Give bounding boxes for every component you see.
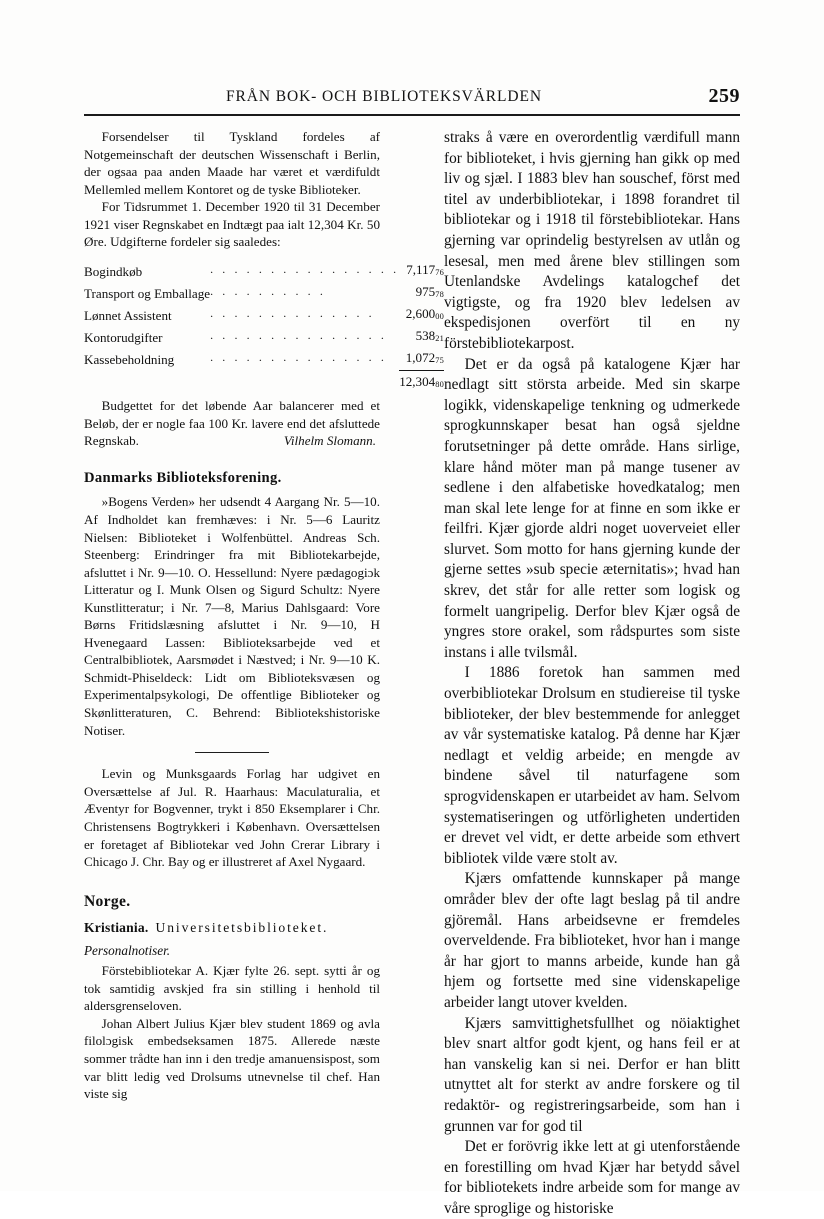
account-amount: 7,11776 [406,262,444,278]
amount-fraction: 00 [435,312,444,322]
dot-leader: . . . . . . . . . . . . . . . [210,328,387,343]
dot-leader: . . . . . . . . . . . . . . [210,306,375,321]
accounts-table [84,260,444,393]
account-label: Transport og Emballage [84,286,211,302]
accounts-table-body [84,260,444,393]
account-amount: 53821 [415,328,444,344]
header-rule [84,114,740,116]
table-row-total [84,370,444,393]
amount-fraction: 78 [435,290,444,300]
total-label [84,370,210,393]
column-left [84,128,444,1102]
paragraph-bogens-verden: »Bogens Verden» her udsendt 4 Aargang Nr. 5—10. Af Indholdet kan fremhæves: i Nr. 5—6 Lauritz Nielsen: Biblioteket i Wolfenbüttel. Andreas Sch. Steenberg: Erindringer fra mit Bibliotekarbejde, afsluttet i Nr. 9—10. O. Hessellund: Nyere pædagogiɔk Litteratur og I. Munk Olsen og Sigurd Schultz: Nyere Kunstlitteratur; i Nr. 7—8, Marius Dahlsgaard: Vore Børns Fritidslæsning afsluttet i Nr. 9—10, H Hvenegaard Lassen: Biblioteksarbejde ved et Centralbibliotek, Aarsmødet i Næstved; i Nr. 9—10 K. Schmidt-Phiseldeck: Lidt om Biblioteksvæsen og Experimentalpsykologi, De offentlige Biblioteker og Skønlitteraturen, C. Behrend: Bibliotekshistoriske Notiser. [84,494,380,738]
table-row [84,348,444,370]
signature: Vilhelm Slomann. [283,433,376,449]
paragraph-kunnskaper: Kjærs omfattende kunnskaper på mange områder blev der ofte lagt beslag på til andre gjöremål. Hans arbeidsevne er fremdeles overveldende. Fra biblioteket, hvor han i mange år har gjort to manns arbeide, kunde han gå hjem og fortsette med sine videnskapelige arbeider langt utover kvelden. [444,870,740,1011]
table-row [84,326,444,348]
heading-personalnotiser: Personalnotiser. [84,942,171,958]
paragraph-forovrig: Det er forövrig ikke lett at gi utenforstående en forestilling om hvad Kjær har betydd såvel for bibliotekets indre arbeide som for mange av våre sproglige og historiske [444,1138,740,1217]
running-head [84,85,740,112]
heading-city-kristiania [84,919,380,937]
dot-leader: . . . . . . . . . . [210,284,326,299]
text-columns [84,128,740,1217]
page-number: 259 [708,85,740,107]
table-row [84,282,444,304]
institution-name: Universitetsbiblioteket. [155,920,329,936]
section-separator-rule [195,752,269,753]
account-label: Kontorudgifter [84,330,163,346]
paragraph-levin-munksgaard: Levin og Munksgaards Forlag har udgivet en Oversættelse af Jul. R. Haarhaus: Maculaturalia, et Æventyr for Bogvenner, trykt i 850 Eksemplarer i Chr. Christensens Bogtrykkeri i København. Oversættelsen er foretaget af Bibliotekar ved John Crerar Library i Chicago J. Chr. Bay og er illustreret af Axel Nygaard. [84,766,380,870]
paragraph-forstebibliotekar: Förstebibliotekar A. Kjær fylte 26. sept. sytti år og tok samtidig avskjed fra sin stilling i henhold til aldersgrenseloven. [84,963,380,1014]
paragraph-katalogene: Det er da også på katalogene Kjær har nedlagt sitt största arbeide. Med sin skarpe logikk, videnskapelige tenkning og udmerkede sprogkunnskaper besat han også sjeldne forutsetninger på dette område. Hans sirlige, klare hånd möter man på mange tusener av sedlene i den alfabetiske hovedkatalog; men man skal lete lenge for at finne en som ikke er feilfri. Kjær gjorde aldri noget uoverveiet eller slurvet. Som motto for hans gjerning kunde der gjerne settes »sub specie æternitatis»; hvad han skrev, det står for alle retter som logisk og formelt uangripelig. Derfor blev Kjær også de yngres store orakel, som rådspurtes som siste instans i alle tvilsmål. [444,355,740,661]
paragraph-tidsrummet: For Tidsrummet 1. December 1920 til 31 December 1921 viser Regnskabet en Indtægt paa ialt 12,304 Kr. 50 Øre. Udgifterne fordeler sig saaledes: [84,199,380,250]
paragraph-forsendelser: Forsendelser til Tyskland fordeles af Notgemeinschaft der deutschen Wissenschaft i Berlin, der ogsaa paa anden Maade har været et værdifuldt Mellemled mellem Kontoret og de tyske Biblioteker. [84,129,380,197]
total-fraction: 80 [435,379,444,389]
dot-leader: . . . . . . . . . . . . . . . [210,350,387,365]
journal-title: FRÅN BOK- OCH BIBLIOTEKSVÄRLDEN [226,88,542,105]
paragraph-studiereise-1886: I 1886 foretok han sammen med overbibliotekar Drolsum en studiereise til tyske biblioteker, der blev bestemmende for anlegget av vår systematiske katalog. På denne har Kjær nedlagt et veldig arbeide; en mengde av bindene såvel til naturfagene som sprogvidenskapen er utarbeidet av ham. Selvom systematiseringen og utförligheten undertiden er drevet vel vidt, er dette arbeide som ethvert bibliotek vilde være stolt av. [444,664,740,867]
account-amount: 1,07275 [399,348,444,370]
paragraph-budget: Budgettet for det løbende Aar balancerer med et Beløb, der er nogle faa 100 Kr. lavere end det afsluttede Regnskab. Vilhelm Slomann. [84,398,380,449]
account-amount: 2,60000 [405,306,444,322]
total-amount: 12,30480 [399,373,444,389]
table-row [84,260,444,282]
dot-leader: . . . . . . . . . . . . . . . . [210,262,400,277]
paragraph-johan-albert-julius-kjaer: Johan Albert Julius Kjær blev student 1869 og avla filolɔgisk embedseksamen 1875. Allerede næste sommer trådte han inn i den tredje amanuensispost, som var blitt ledig ved Drolsums utnevnelse til chef. Han viste sig [84,1015,380,1102]
account-amount: 97578 [415,284,444,300]
paragraph-straks: straks å være en overordentlig værdifull mann for biblioteket, i hvis gjerning han gikk op med liv og sjæl. I 1883 blev han souschef, först med titel av underbibliotekar, i 1898 forandret til bibliotekar og i 1918 til förstebibliotekar. Hans gjerning var oprindelig bestyrelsen av utlån og lesesal, men med årene blev stillingen som Utenlandske Avdelings katalogchef det vigtigste, og fra 1920 blev ledelsen av ekspedisjonen overfört til en ny förstebibliotekarpost. [444,129,740,352]
table-row [84,304,444,326]
amount-fraction: 76 [435,268,444,278]
column-right [444,128,740,1217]
account-label: Lønnet Assistent [84,308,172,324]
heading-danmarks-biblioteksforening: Danmarks Biblioteksforening. [84,469,282,486]
account-label: Bogindkøb [84,264,143,280]
heading-country-norge: Norge. [84,892,131,910]
amount-fraction: 21 [435,334,444,344]
city-name: Kristiania. [84,920,149,936]
account-label: Kassebeholdning [84,352,175,368]
total-spacer [210,370,399,393]
paragraph-samvittighetsfullhet: Kjærs samvittighetsfullhet og nöiaktighet blev snart altfor godt kjent, og hans feil er at han vanskelig kan si nei. Derfor er han blitt utnyttet alt for sterkt av andre forskere og til redaktör- og registreringsarbeide, som han i grunnen var for god til [444,1014,740,1135]
amount-fraction: 75 [435,356,444,366]
